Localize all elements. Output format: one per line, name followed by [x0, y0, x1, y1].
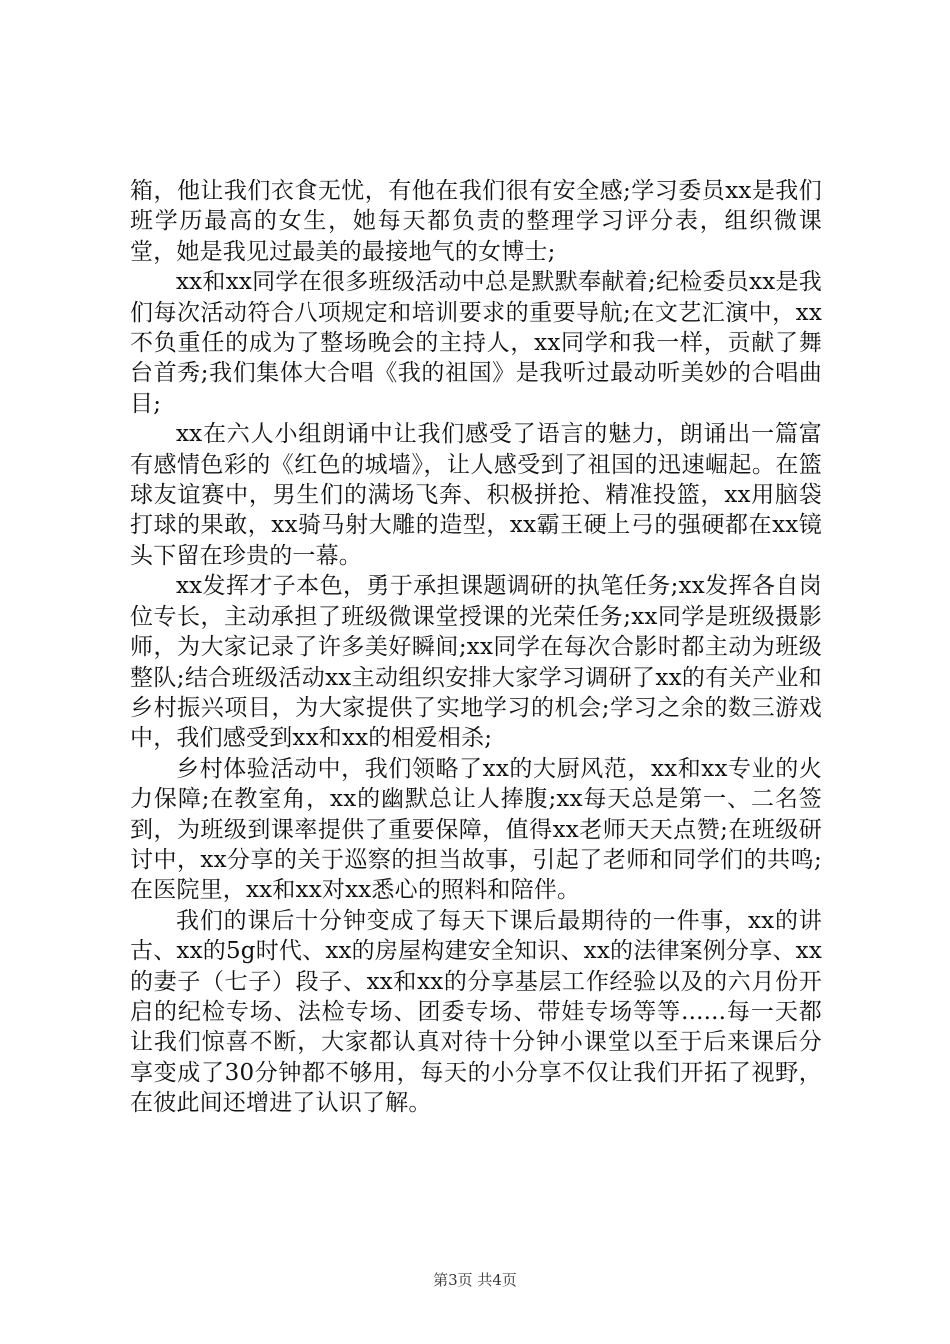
document-body	[130, 176, 822, 1119]
paragraph-2: xx和xx同学在很多班级活动中总是默默奉献着;纪检委员xx是我们每次活动符合八项规定和培训要求的重要导航;在文艺汇演中，xx不负重任的成为了整场晚会的主持人，xx同学和我一样，贡献了舞台首秀;我们集体大合唱《我的祖国》是我听过最动听美妙的合唱曲目;	[130, 269, 822, 417]
paragraph-1: 箱，他让我们衣食无忧，有他在我们很有安全感;学习委员xx是我们班学历最高的女生，她每天都负责的整理学习评分表，组织微课堂，她是我见过最美的最接地气的女博士;	[130, 178, 822, 265]
paragraph-4: xx发挥才子本色，勇于承担课题调研的执笔任务;xx发挥各自岗位专长，主动承担了班级微课堂授课的光荣任务;xx同学是班级摄影师，为大家记录了许多美好瞬间;xx同学在每次合影时都主动为班级整队;结合班级活动xx主动组织安排大家学习调研了xx的有关产业和乡村振兴项目，为大家提供了实地学习的机会;学习之余的数三游戏中，我们感受到xx和xx的相爱相杀;	[130, 573, 822, 752]
page-number: 第3页 共4页	[433, 1271, 517, 1289]
page-footer	[0, 1269, 950, 1290]
paragraph-5: 乡村体验活动中，我们领略了xx的大厨风范，xx和xx专业的火力保障;在教室角，xx的幽默总让人捧腹;xx每天总是第一、二名签到，为班级到课率提供了重要保障，值得xx老师天天点赞;在班级研讨中，xx分享的关于巡察的担当故事，引起了老师和同学们的共鸣;在医院里，xx和xx对xx悉心的照料和陪伴。	[130, 755, 822, 904]
paragraph-3: xx在六人小组朗诵中让我们感受了语言的魅力，朗诵出一篇富有感情色彩的《红色的城墙》，让人感受到了祖国的迅速崛起。在篮球友谊赛中，男生们的满场飞奔、积极拼抢、精准投篮，xx用脑袋打球的果敢，xx骑马射大雕的造型，xx霸王硬上弓的强硬都在xx镜头下留在珍贵的一幕。	[130, 421, 822, 569]
paragraph-6: 我们的课后十分钟变成了每天下课后最期待的一件事，xx的讲古、xx的5g时代、xx的房屋构建安全知识、xx的法律案例分享、xx的妻子（七子）段子、xx和xx的分享基层工作经验以及的六月份开启的纪检专场、法检专场、团委专场、带娃专场等等......每一天都让我们惊喜不断，大家都认真对待十分钟小课堂以至于后来课后分享变成了30分钟都不够用，每天的小分享不仅让我们开拓了视野，在彼此间还增进了认识了解。	[130, 907, 822, 1117]
